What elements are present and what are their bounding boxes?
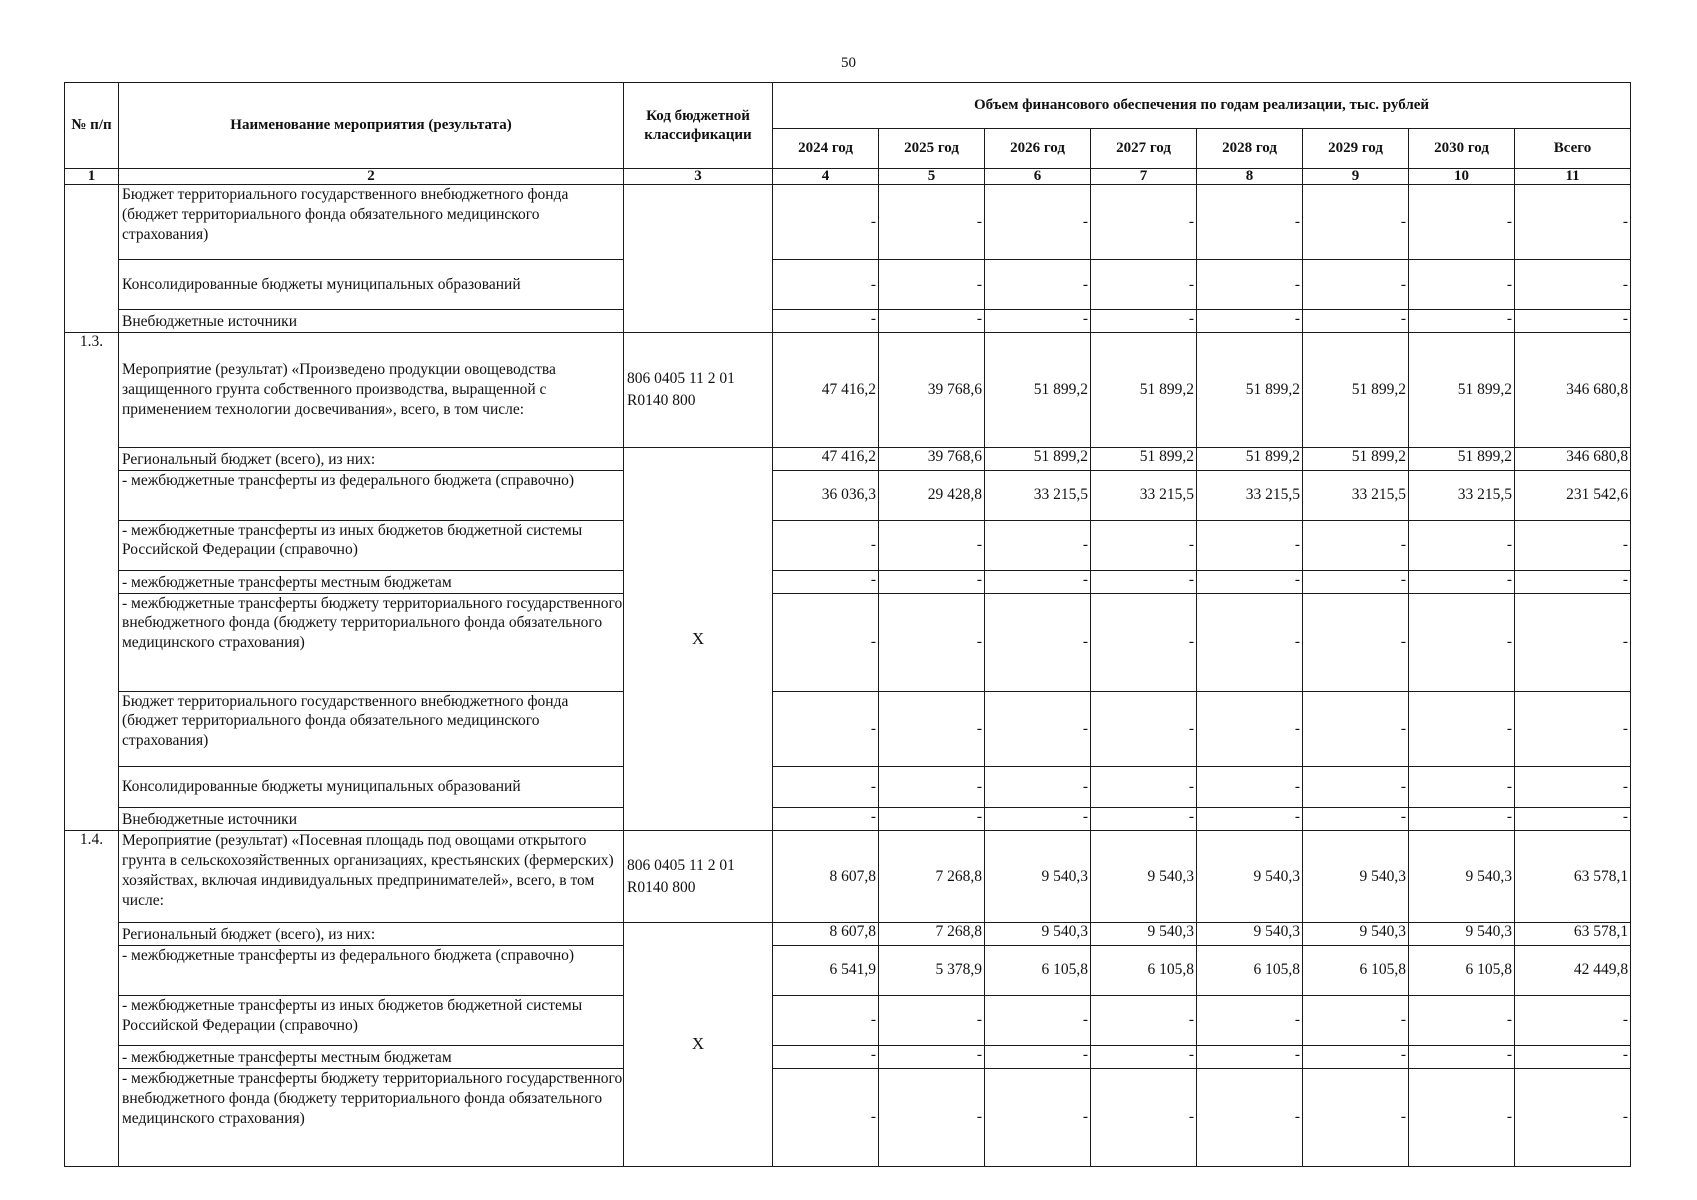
value-cell: - (773, 808, 879, 831)
value-cell: 5 378,9 (879, 945, 985, 995)
row-name: Консолидированные бюджеты муниципальных образований (119, 766, 624, 808)
value-cell: - (1515, 260, 1631, 310)
row-name: - межбюджетные трансферты местным бюджетам (119, 1045, 624, 1068)
header-year: 2028 год (1197, 129, 1303, 169)
column-number: 4 (773, 169, 879, 185)
value-cell: 9 540,3 (1197, 922, 1303, 945)
table-row (65, 310, 1631, 333)
value-cell: - (1515, 310, 1631, 333)
value-cell: - (985, 185, 1091, 260)
column-number: 2 (119, 169, 624, 185)
value-cell: - (773, 260, 879, 310)
table-row (65, 808, 1631, 831)
column-number: 9 (1303, 169, 1409, 185)
header-num: № п/п (65, 83, 119, 169)
row-index: 1.4. (65, 831, 119, 1167)
value-cell: - (1409, 691, 1515, 766)
value-cell: - (985, 520, 1091, 570)
value-cell: - (1303, 1045, 1409, 1068)
value-cell: - (985, 691, 1091, 766)
row-name: Мероприятие (результат) «Посевная площадь под овощами открытого грунта в сельскохозяйственных организациях, крестьянских (фермерских) хозяйствах, включая индивидуальных предпринимателей», всего, в том числе: (119, 831, 624, 923)
table-row (65, 470, 1631, 520)
value-cell: 6 105,8 (985, 945, 1091, 995)
column-number: 7 (1091, 169, 1197, 185)
value-cell: - (1515, 1045, 1631, 1068)
value-cell: 9 540,3 (985, 831, 1091, 923)
row-name: Бюджет территориального государственного внебюджетного фонда (бюджет территориального фонда обязательного медицинского страхования) (119, 691, 624, 766)
value-cell: - (985, 260, 1091, 310)
value-cell: - (1303, 260, 1409, 310)
table-row (65, 945, 1631, 995)
value-cell: - (1303, 808, 1409, 831)
value-cell: - (1091, 1045, 1197, 1068)
value-cell: 6 105,8 (1091, 945, 1197, 995)
table-row (65, 333, 1631, 448)
table-row (65, 260, 1631, 310)
row-index: 1.3. (65, 333, 119, 831)
value-cell: - (1197, 185, 1303, 260)
value-cell: 33 215,5 (1197, 470, 1303, 520)
header-name: Наименование мероприятия (результата) (119, 83, 624, 169)
value-cell: - (1303, 995, 1409, 1045)
value-cell: 39 768,6 (879, 333, 985, 448)
value-cell: - (879, 520, 985, 570)
header-year: 2030 год (1409, 129, 1515, 169)
value-cell: - (1303, 1068, 1409, 1166)
index-cell-empty (65, 185, 119, 333)
value-cell: - (1409, 520, 1515, 570)
value-cell: - (1303, 310, 1409, 333)
row-name: - межбюджетные трансферты из федерального бюджета (справочно) (119, 470, 624, 520)
value-cell: 9 540,3 (1091, 922, 1197, 945)
column-number: 8 (1197, 169, 1303, 185)
budget-code: 806 0405 11 2 01 R0140 800 (624, 831, 773, 923)
value-cell: - (1409, 808, 1515, 831)
row-name: Бюджет территориального государственного внебюджетного фонда (бюджет территориального фонда обязательного медицинского страхования) (119, 185, 624, 260)
value-cell: 51 899,2 (1091, 447, 1197, 470)
value-cell: - (1197, 1068, 1303, 1166)
value-cell: - (773, 593, 879, 691)
value-cell: - (879, 1045, 985, 1068)
column-number: 5 (879, 169, 985, 185)
value-cell: 33 215,5 (985, 470, 1091, 520)
value-cell: 9 540,3 (1197, 831, 1303, 923)
value-cell: - (1091, 691, 1197, 766)
value-cell: - (1091, 185, 1197, 260)
value-cell: - (985, 766, 1091, 808)
value-cell: - (1091, 520, 1197, 570)
value-cell: 346 680,8 (1515, 447, 1631, 470)
value-cell: 51 899,2 (1197, 447, 1303, 470)
value-cell: - (773, 570, 879, 593)
value-cell: - (1091, 808, 1197, 831)
table-row (65, 831, 1631, 923)
value-cell: - (1091, 995, 1197, 1045)
value-cell: - (1409, 995, 1515, 1045)
value-cell: 346 680,8 (1515, 333, 1631, 448)
value-cell: 9 540,3 (1409, 831, 1515, 923)
row-name: Внебюджетные источники (119, 310, 624, 333)
column-number: 3 (624, 169, 773, 185)
header-year: 2024 год (773, 129, 879, 169)
code-placeholder-x: X (624, 447, 773, 831)
column-numbers-row (65, 169, 1631, 185)
table-row (65, 1045, 1631, 1068)
column-number: 10 (1409, 169, 1515, 185)
row-name: Внебюджетные источники (119, 808, 624, 831)
row-name: Мероприятие (результат) «Произведено продукции овощеводства защищенного грунта собственного производства, выращенной с применением технологии досвечивания», всего, в том числе: (119, 333, 624, 448)
value-cell: - (1409, 310, 1515, 333)
value-cell: 29 428,8 (879, 470, 985, 520)
value-cell: - (1197, 593, 1303, 691)
header-year: 2025 год (879, 129, 985, 169)
value-cell: 231 542,6 (1515, 470, 1631, 520)
value-cell: 42 449,8 (1515, 945, 1631, 995)
value-cell: - (879, 593, 985, 691)
value-cell: 51 899,2 (1303, 333, 1409, 448)
value-cell: - (879, 310, 985, 333)
value-cell: 36 036,3 (773, 470, 879, 520)
value-cell: - (1091, 1068, 1197, 1166)
value-cell: 6 105,8 (1409, 945, 1515, 995)
value-cell: - (1091, 310, 1197, 333)
value-cell: - (1197, 808, 1303, 831)
value-cell: - (1409, 185, 1515, 260)
budget-code: 806 0405 11 2 01 R0140 800 (624, 333, 773, 448)
value-cell: - (985, 808, 1091, 831)
value-cell: - (1515, 570, 1631, 593)
table-row (65, 995, 1631, 1045)
value-cell: 7 268,8 (879, 922, 985, 945)
budget-table (64, 82, 1631, 1167)
value-cell: - (985, 593, 1091, 691)
value-cell: - (1303, 593, 1409, 691)
value-cell: - (1409, 570, 1515, 593)
value-cell: - (773, 1068, 879, 1166)
column-number: 11 (1515, 169, 1631, 185)
table-row (65, 922, 1631, 945)
value-cell: - (1303, 570, 1409, 593)
value-cell: - (1409, 593, 1515, 691)
value-cell: 63 578,1 (1515, 922, 1631, 945)
value-cell: - (985, 1068, 1091, 1166)
value-cell: 8 607,8 (773, 922, 879, 945)
value-cell: 47 416,2 (773, 333, 879, 448)
value-cell: 9 540,3 (1091, 831, 1197, 923)
row-name: - межбюджетные трансферты из иных бюджетов бюджетной системы Российской Федерации (справочно) (119, 520, 624, 570)
table-row (65, 691, 1631, 766)
value-cell: 6 105,8 (1197, 945, 1303, 995)
page-number: 50 (841, 55, 856, 71)
code-cell-empty (624, 185, 773, 333)
value-cell: - (1091, 260, 1197, 310)
value-cell: 51 899,2 (1409, 333, 1515, 448)
value-cell: - (879, 691, 985, 766)
value-cell: - (1409, 1045, 1515, 1068)
value-cell: 33 215,5 (1091, 470, 1197, 520)
value-cell: 9 540,3 (985, 922, 1091, 945)
value-cell: - (773, 310, 879, 333)
table-row (65, 766, 1631, 808)
value-cell: 51 899,2 (1197, 333, 1303, 448)
header-year: 2029 год (1303, 129, 1409, 169)
value-cell: - (1515, 995, 1631, 1045)
row-name: - межбюджетные трансферты из федерального бюджета (справочно) (119, 945, 624, 995)
value-cell: - (985, 570, 1091, 593)
value-cell: - (879, 570, 985, 593)
value-cell: - (1091, 593, 1197, 691)
row-name: - межбюджетные трансферты бюджету территориального государственного внебюджетного фонда (бюджету территориального фонда обязательного медицинского страхования) (119, 593, 624, 691)
value-cell: - (1409, 260, 1515, 310)
value-cell: - (1197, 520, 1303, 570)
value-cell: - (1515, 185, 1631, 260)
table-row (65, 520, 1631, 570)
value-cell: 51 899,2 (1303, 447, 1409, 470)
value-cell: - (1197, 691, 1303, 766)
row-name: - межбюджетные трансферты бюджету территориального государственного внебюджетного фонда (бюджету территориального фонда обязательного медицинского страхования) (119, 1068, 624, 1166)
row-name: Региональный бюджет (всего), из них: (119, 447, 624, 470)
code-placeholder-x: X (624, 922, 773, 1166)
value-cell: 7 268,8 (879, 831, 985, 923)
value-cell: - (1197, 766, 1303, 808)
value-cell: - (1091, 570, 1197, 593)
row-name: - межбюджетные трансферты местным бюджетам (119, 570, 624, 593)
value-cell: - (879, 185, 985, 260)
value-cell: - (1303, 520, 1409, 570)
value-cell: - (879, 808, 985, 831)
value-cell: 33 215,5 (1303, 470, 1409, 520)
value-cell: - (985, 1045, 1091, 1068)
header-year: 2026 год (985, 129, 1091, 169)
value-cell: 51 899,2 (985, 333, 1091, 448)
value-cell: - (773, 691, 879, 766)
value-cell: - (1197, 570, 1303, 593)
value-cell: - (1303, 766, 1409, 808)
value-cell: - (1515, 1068, 1631, 1166)
header-year: 2027 год (1091, 129, 1197, 169)
column-number: 1 (65, 169, 119, 185)
value-cell: - (773, 1045, 879, 1068)
table-row (65, 593, 1631, 691)
value-cell: 39 768,6 (879, 447, 985, 470)
column-number: 6 (985, 169, 1091, 185)
value-cell: 6 105,8 (1303, 945, 1409, 995)
row-name: - межбюджетные трансферты из иных бюджетов бюджетной системы Российской Федерации (справочно) (119, 995, 624, 1045)
value-cell: 51 899,2 (1091, 333, 1197, 448)
row-name: Консолидированные бюджеты муниципальных образований (119, 260, 624, 310)
value-cell: 6 541,9 (773, 945, 879, 995)
value-cell: 51 899,2 (985, 447, 1091, 470)
table-row (65, 570, 1631, 593)
value-cell: - (1515, 808, 1631, 831)
value-cell: - (773, 766, 879, 808)
value-cell: - (1515, 766, 1631, 808)
value-cell: 63 578,1 (1515, 831, 1631, 923)
value-cell: - (1303, 185, 1409, 260)
value-cell: - (1197, 310, 1303, 333)
value-cell: - (1197, 260, 1303, 310)
value-cell: - (1091, 766, 1197, 808)
value-cell: - (1515, 520, 1631, 570)
value-cell: 9 540,3 (1303, 831, 1409, 923)
value-cell: - (1197, 1045, 1303, 1068)
value-cell: 47 416,2 (773, 447, 879, 470)
value-cell: - (879, 766, 985, 808)
value-cell: - (985, 995, 1091, 1045)
value-cell: 33 215,5 (1409, 470, 1515, 520)
value-cell: - (1409, 1068, 1515, 1166)
value-cell: - (985, 310, 1091, 333)
table-row (65, 447, 1631, 470)
value-cell: - (773, 995, 879, 1045)
value-cell: - (879, 260, 985, 310)
value-cell: - (1197, 995, 1303, 1045)
value-cell: - (773, 520, 879, 570)
row-name: Региональный бюджет (всего), из них: (119, 922, 624, 945)
value-cell: 9 540,3 (1409, 922, 1515, 945)
value-cell: - (879, 1068, 985, 1166)
header-code: Код бюджетной классификации (624, 83, 773, 169)
value-cell: - (879, 995, 985, 1045)
table-row (65, 185, 1631, 260)
header-volume: Объем финансового обеспечения по годам реализации, тыс. рублей (773, 83, 1631, 129)
value-cell: - (773, 185, 879, 260)
value-cell: - (1515, 691, 1631, 766)
table-row (65, 1068, 1631, 1166)
header-total: Всего (1515, 129, 1631, 169)
value-cell: 9 540,3 (1303, 922, 1409, 945)
value-cell: 51 899,2 (1409, 447, 1515, 470)
value-cell: - (1515, 593, 1631, 691)
value-cell: - (1409, 766, 1515, 808)
value-cell: 8 607,8 (773, 831, 879, 923)
value-cell: - (1303, 691, 1409, 766)
